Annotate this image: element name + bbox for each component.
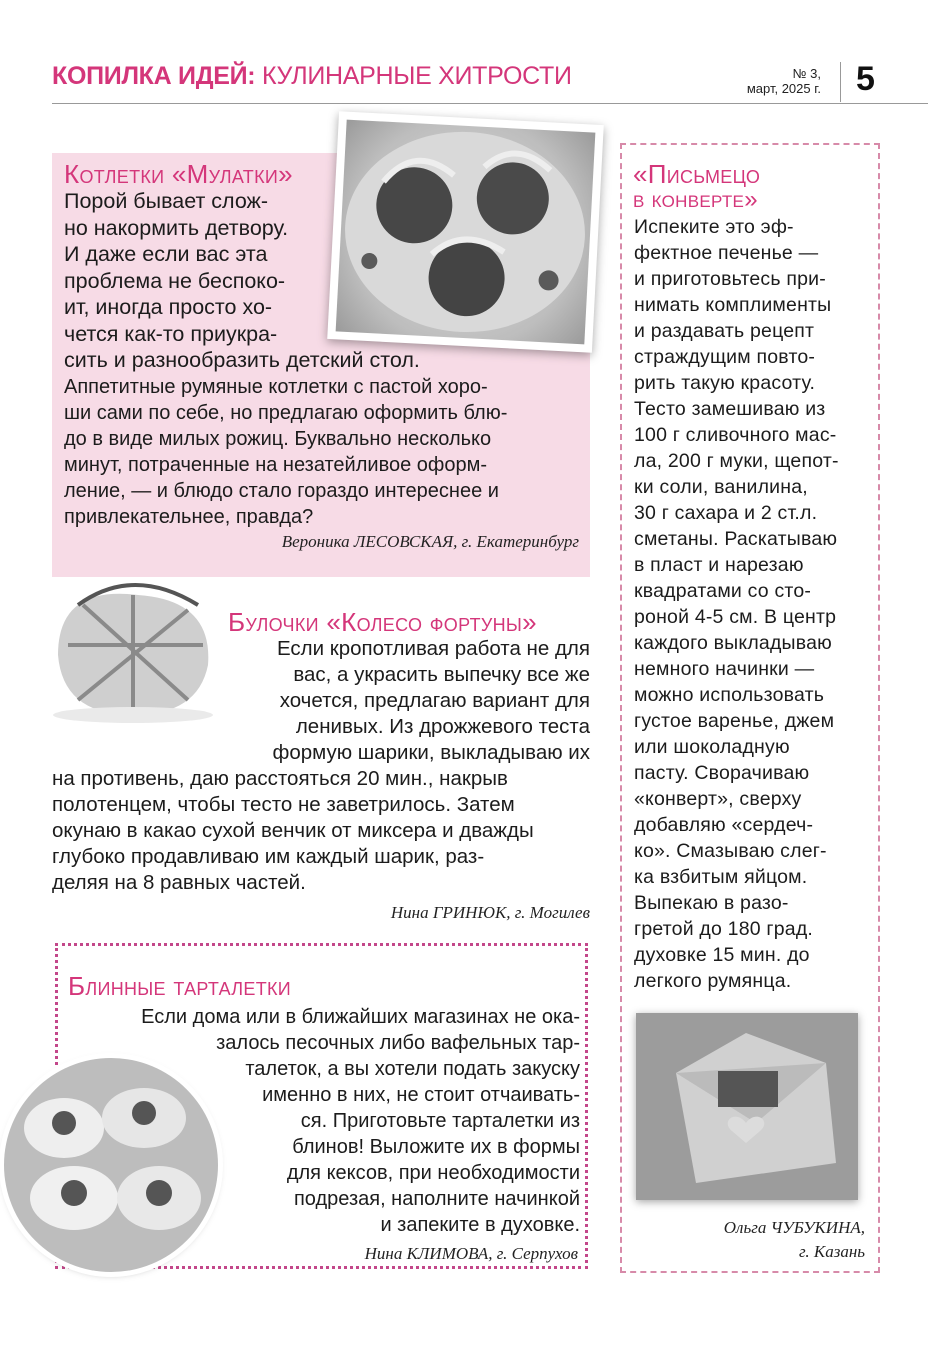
envelope-image [636,1013,858,1200]
body-line: до в виде милых рожиц. Буквально несколько [64,427,492,450]
body-line: Испеките это эф- [634,216,794,238]
article-heading-envelope-line1: «Письмецо [633,159,761,189]
page-number: 5 [856,60,875,98]
body-line: духовке 15 мин. до [634,944,810,966]
body-line: формую шарики, выкладываю их [272,741,590,764]
body-line: на противень, даю расстояться 20 мин., накрыв [52,767,508,790]
body-line: гретой до 180 град. [634,918,814,940]
body-line: и приготовьтесь при- [634,268,826,290]
body-line: ся. Приготовьте тарталетки из [300,1110,580,1132]
body-line: хочется, предлагаю вариант для [279,689,590,712]
envelope-photo [636,1013,858,1200]
body-line: блинов! Выложите их в формы [292,1136,580,1158]
body-line: сметаны. Раскатываю [634,528,838,550]
section-title-bold: КОПИЛКА ИДЕЙ: [52,62,256,90]
body-line: для кексов, при необходимости [286,1162,580,1184]
body-line: И даже если вас эта [64,242,268,266]
body-line: ление, — и блюдо стало гораздо интереснее и [64,479,499,502]
tartlets-image [4,1058,218,1272]
body-line: квадратами со сто- [634,580,812,602]
body-line: вас, а украсить выпечку все же [293,663,590,686]
body-line: роной 4-5 см. В центр [634,606,837,628]
body-line: можно использовать [634,684,825,706]
issue-date: март, 2025 г. [746,81,821,96]
body-line: немного начинки — [634,658,815,680]
body-line: ка взбитым яйцом. [634,866,808,888]
body-line: глубоко продавливаю им каждый шарик, раз- [52,845,485,868]
article-author-envelope-line2: г. Казань [799,1242,865,1261]
body-line: но накормить детвору. [64,215,289,240]
body-line: ки соли, ванилина, [634,476,808,498]
body-line: подрезая, наполните начинкой [293,1188,580,1210]
body-line: залось песочных либо вафельных тар- [216,1032,580,1054]
body-line: окунаю в какао сухой венчик от миксера и дважды [52,819,534,842]
body-line: в пласт и нарезаю [634,554,804,576]
body-line: ла, 200 г муки, щепот- [634,450,839,472]
body-line: Если кропотливая работа не для [276,637,590,660]
article-author-envelope-line1: Ольга ЧУБУКИНА, [723,1218,865,1237]
body-line: Порой бывает слож- [64,189,269,213]
cutlets-photo [327,111,604,353]
section-title [52,62,572,91]
body-line: добавляю «сердеч- [634,814,814,836]
body-line: легкого румянца. [634,970,792,992]
article-body-buns [52,636,590,896]
body-line: деляя на 8 равных частей. [52,871,306,894]
body-line: 30 г сахара и 2 ст.л. [634,502,818,524]
article-body-envelope [634,214,839,994]
article-heading-cutlets: Котлетки «Мулатки» [64,159,293,189]
body-line: и запеките в духовке. [380,1214,580,1236]
body-line: полотенцем, чтобы тесто не заветрилось. Затем [52,793,515,816]
body-line: фектное печенье — [634,242,819,264]
cutlets-image [336,120,596,345]
article-heading-buns: Булочки «Колесо фортуны» [228,607,537,637]
article-heading-tartlets: Блинные тарталетки [68,971,292,1001]
body-line: именно в них, не стоит отчаивать- [262,1084,580,1106]
body-line: Тесто замешиваю из [634,398,826,420]
tartlets-photo [4,1058,218,1272]
article-author-cutlets: Вероника ЛЕСОВСКАЯ, г. Екатеринбург [281,532,579,551]
body-line: каждого выкладываю [634,632,832,654]
body-line: чется как-то приукра- [64,321,278,346]
body-line: привлекательнее, правда? [64,505,314,528]
body-line: ит, иногда просто хо- [64,295,273,319]
body-line: ленивых. Из дрожжевого теста [295,715,590,738]
body-line: ши сами по себе, но предлагаю оформить блю- [64,401,508,424]
header-divider [840,62,841,102]
body-line: Выпекаю в разо- [634,892,789,914]
body-line: рить такую красоту. [634,372,816,394]
body-line: и раздавать рецепт [634,320,815,342]
section-title-rest: КУЛИНАРНЫЕ ХИТРОСТИ [261,62,572,90]
body-line: густое варенье, джем [634,710,835,732]
body-line: пасту. Сворачиваю [634,762,810,784]
body-line: страждущим повто- [634,346,816,368]
body-line: нимать комплименты [634,294,832,316]
article-author-tartlets: Нина КЛИМОВА, г. Серпухов [364,1244,578,1263]
body-line: ко». Смазываю слег- [634,840,827,862]
issue-info [747,66,821,96]
body-line: Аппетитные румяные котлетки с пастой хоро- [64,375,488,398]
header-rule [52,103,928,104]
body-line: 100 г сливочного мас- [634,424,837,446]
body-line: Если дома или в ближайших магазинах не ока- [141,1006,580,1028]
body-line: проблема не беспоко- [64,268,286,293]
issue-number: № 3, [792,66,821,81]
article-author-buns: Нина ГРИНЮК, г. Могилев [390,903,590,922]
body-line: талеток, а вы хотели подать закуску [245,1058,580,1080]
body-line: «конверт», сверху [634,788,802,810]
article-heading-envelope-line2: в конверте» [633,186,758,213]
body-line: минут, потраченные на незатейливое оформ- [64,453,488,476]
body-line: или шоколадную [634,736,790,758]
body-line: сить и разнообразить детский стол. [64,348,420,372]
